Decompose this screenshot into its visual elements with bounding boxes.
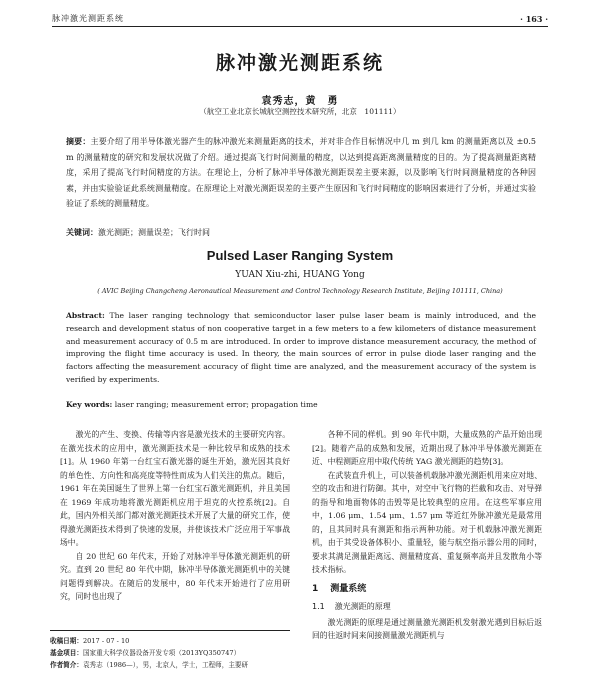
- footnote-received-label: 收稿日期：: [50, 637, 83, 645]
- chinese-abstract-label: 摘要：: [66, 136, 91, 146]
- chinese-affiliation: （航空工业北京长城航空测控技术研究所，北京 101111）: [199, 107, 401, 116]
- english-title: Pulsed Laser Ranging System: [206, 248, 394, 263]
- english-keywords: [66, 400, 536, 409]
- footnote-fund: [50, 647, 290, 659]
- english-abstract: [66, 310, 536, 387]
- body-column-right: [312, 428, 542, 643]
- running-head: [52, 12, 548, 27]
- section-number: 1: [312, 583, 319, 594]
- body-column-left: [60, 428, 290, 604]
- running-head-title: 脉冲激光测距系统: [52, 14, 124, 23]
- footnotes: [50, 630, 290, 671]
- chinese-keywords: [66, 226, 536, 239]
- footnote-received-value: 2017 - 07 - 10: [82, 637, 130, 645]
- section-heading: [312, 583, 542, 597]
- page-number: · 163 ·: [520, 14, 548, 24]
- chinese-abstract-text: 主要介绍了用半导体激光器产生的脉冲激光来测量距离的技术，并对非合作目标情况中几 m 到几 km 的测量距离以及 ±0.5 m 的测量精度的研究和发展状况做了介绍。通过提高飞行时间测量的精度，以达到提高距离测量精度的目的。为了提高测量距离精度，采用了提高飞行时间精度的方法。在理论上，分析了脉冲半导体激光测距误差主要来源，以及影响飞行时间测量精度的各种因素，并由实验验证此系统测量精度。在原理论上对激光测距误差的主要产生原因和飞行时间精度的影响因素进行了分析，并通过实验验证了系统的测量精度。: [66, 137, 537, 208]
- chinese-keywords-text: 激光测距；测量误差；飞行时间: [98, 228, 210, 237]
- footnote-author-label: 作者简介：: [50, 661, 83, 669]
- chinese-keywords-label: 关键词：: [66, 227, 98, 237]
- chinese-authors: 袁秀志，黄 勇: [261, 96, 339, 107]
- english-keywords-text: laser ranging; measurement error; propagation time: [114, 400, 318, 409]
- english-abstract-text: The laser ranging technology that semiconductor laser pulse laser beam is mainly introduced, and the research and development status of non cooperative target in a few meters to a few kilometers of distance measurement and measurement accuracy of 0.5 m are introduced. In order to improve distance measurement accuracy, the method of improving the flight time accuracy is used. In theory, the main sources of error in pulse diode laser ranging and the factors affecting the measurement accuracy of flight time are analyzed, and the measurement accuracy of the system is verified by experiments.: [66, 311, 536, 384]
- body-paragraph: 在武装直升机上，可以装备机载脉冲激光测距机用来应对地、空的攻击和进行防御。其中，对空中飞行物的拦截和攻击、对导弹的指导和地面物体的击毁等是比较典型的应用。在这些军事应用中，1.06 μm、1.54 μm、1.57 μm 等近红外脉冲激光是最常用的，且其同时具有测距和指示两种功能。对于机载脉冲激光测距机，由于其受设备体积小、重量轻，能与航空指示器公用的同时，要求其满足测量距离远、测量精度高、重复频率高并且发散角小等技术指标。: [312, 470, 542, 574]
- english-abstract-label: Abstract:: [66, 311, 105, 320]
- english-affiliation: ( AVIC Beijing Changcheng Aeronautical Measurement and Control Technology Research Institute, Beijing 101111, China): [97, 287, 503, 295]
- footnote-author: [50, 659, 290, 671]
- english-authors: YUAN Xiu-zhi, HUANG Yong: [235, 270, 365, 280]
- section-title: 测量系统: [330, 583, 367, 594]
- chinese-title: 脉冲激光测距系统: [215, 52, 384, 74]
- footnote-fund-value: 国家重大科学仪器设备开发专项（2013YQ350747）: [82, 649, 241, 657]
- footnote-received: [50, 635, 290, 647]
- body-paragraph: 激光测距的原理是通过测量激光测距机发射激光遇到目标后返回的往返时间来间接测量激光测距机与: [312, 617, 542, 640]
- footnote-author-value: 袁秀志（1986—），男，北京人，学士，工程师，主要研: [82, 661, 249, 669]
- body-paragraph: 激光的产生、变换、传输等内容是激光技术的主要研究内容。在激光技术的应用中，激光测距技术是一种比较早和成熟的技术[1]。从 1960 年第一台红宝石激光器的诞生开始，激光因其良好的单色性、方向性和高亮度等特性而成为人们关注的焦点。随后，1961 年在美国诞生了世界上第一台红宝石激光测距机，并且美国在 1969 年成功地将激光测距机应用于坦克的火控系统[2]。自此，国内外相关部门都对激光测距技术开展了大量的研究工作，使得激光测距技术得到了快速的发展，并使该技术广泛应用于军事战场中。: [60, 430, 290, 547]
- subsection-heading: [312, 600, 542, 614]
- body-paragraph: 各种不同的样机。到 90 年代中期，大量成熟的产品开始出现[2]。随着产品的成熟和发展，近期出现了脉冲半导体激光测距在近、中程测距应用中取代传统 YAG 激光测距的趋势[3]。: [312, 430, 542, 466]
- footnote-fund-label: 基金项目：: [50, 649, 83, 657]
- chinese-abstract: [66, 134, 536, 212]
- subsection-title: 激光测距的原理: [334, 602, 391, 611]
- body-paragraph: 自 20 世纪 60 年代末，开始了对脉冲半导体激光测距机的研究。直到 20 世纪 80 年代中期，脉冲半导体激光测距机中的关键问题得到解决。在随后的发展中，80 年代末开始进行了应用研究，同时也出现了: [60, 551, 290, 601]
- subsection-number: 1.1: [312, 602, 325, 611]
- english-keywords-label: Key words:: [66, 400, 113, 409]
